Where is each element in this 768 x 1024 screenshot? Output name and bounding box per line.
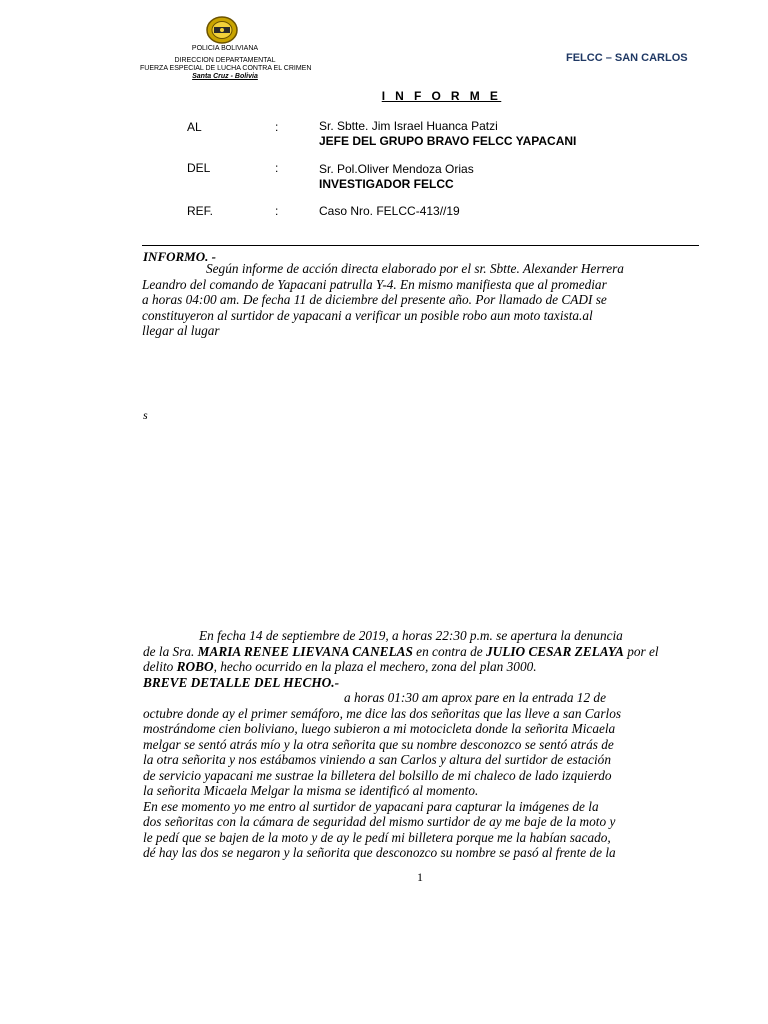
- breve-line: melgar se sentó atrás mío y la otra señorita que su nombre desconozco se sentó atrás de: [143, 736, 614, 752]
- denuncia-text: por el: [623, 643, 659, 659]
- denuncia-text: en contra de: [412, 643, 486, 659]
- institution-name: POLICIA BOLIVIANA: [191, 45, 259, 52]
- informo-line: Según informe de acción directa elaborado por el sr. Sbtte. Alexander Herrera: [206, 261, 624, 276]
- denuncia-paragraph: [143, 628, 700, 861]
- field-al-separator: :: [275, 120, 279, 134]
- breve-heading: BREVE DETALLE DEL HECHO.-: [143, 674, 340, 690]
- accused-name: JULIO CESAR ZELAYA: [485, 643, 624, 659]
- denuncia-text: de la Sra.: [143, 643, 198, 659]
- crime-type: ROBO: [176, 659, 214, 674]
- stray-character: s: [143, 408, 148, 422]
- unit-name: FUERZA ESPECIAL DE LUCHA CONTRA EL CRIMEN: [140, 65, 312, 72]
- breve-line: En ese momento yo me entro al surtidor de yapacani para capturar la imágenes de la: [143, 798, 599, 814]
- breve-line: le pedí que se bajen de la moto y de ay le pedí mi billetera porque me la habían sacado,: [143, 829, 611, 845]
- breve-line: dé hay las dos se negaron y la señorita que desconozco su nombre se pasó al frente de la: [143, 845, 616, 860]
- informo-line: a horas 04:00 am. De fecha 11 de diciembre del presente año. Por llamado de CADI se: [142, 292, 607, 307]
- police-emblem-icon: [204, 14, 240, 46]
- location-text: Santa Cruz - Bolivia: [192, 73, 258, 80]
- denuncia-line-2: [143, 644, 700, 660]
- office-label: FELCC – SAN CARLOS: [566, 52, 688, 64]
- field-al-label: AL: [187, 120, 202, 134]
- informo-line: constituyeron al surtidor de yapacani a verificar un posible robo aun moto taxista.al: [142, 307, 593, 323]
- field-ref-label: REF.: [187, 204, 214, 218]
- department-name: DIRECCION DEPARTAMENTAL: [174, 57, 276, 64]
- breve-line: de servicio yapacani me sustrae la billetera del bolsillo de mi chaleco de lado izquierdo: [143, 767, 612, 783]
- breve-line: mostrándome cien boliviano, luego subieron a mi motocicleta donde la señorita Micaela: [143, 721, 616, 736]
- field-ref-value: Caso Nro. FELCC-413//19: [319, 204, 460, 218]
- denuncia-line-1: [143, 628, 700, 644]
- field-del-separator: :: [275, 161, 279, 175]
- denuncia-text: delito: [143, 659, 177, 674]
- informo-line: llegar al lugar: [142, 323, 220, 338]
- breve-line: dos señoritas con la cámara de seguridad del mismo surtidor de ay me baje de la moto y: [143, 814, 616, 829]
- denuncia-text: , hecho ocurrido en la plaza el mechero, zona del plan 3000.: [213, 659, 537, 674]
- field-ref-separator: :: [275, 204, 279, 218]
- field-del-label: DEL: [187, 161, 211, 175]
- horizontal-rule: [142, 245, 699, 246]
- field-al-name: Sr. Sbtte. Jim Israel Huanca Patzi: [319, 119, 498, 133]
- denuncia-text: En fecha 14 de septiembre de 2019, a horas 22:30 p.m. se apertura la denuncia: [199, 628, 623, 643]
- field-al-position: JEFE DEL GRUPO BRAVO FELCC YAPACANI: [319, 134, 577, 148]
- field-del-name: Sr. Pol.Oliver Mendoza Orias: [319, 162, 474, 176]
- denuncia-line-3: [143, 659, 700, 675]
- informo-heading: INFORMO. -: [143, 249, 216, 264]
- breve-line: la señorita Micaela Melgar la misma se identificó al momento.: [143, 783, 479, 798]
- document-title: I N F O R M E: [381, 89, 502, 103]
- page-number: 1: [417, 870, 423, 884]
- field-del-position: INVESTIGADOR FELCC: [319, 177, 454, 191]
- informo-paragraph: [142, 261, 699, 339]
- breve-line: la otra señorita y nos estábamos viniendo a san Carlos y altura del surtidor de estación: [143, 752, 611, 767]
- breve-line: octubre donde ay el primer semáforo, me dice las dos señoritas que las lleve a san Carlos: [143, 705, 622, 721]
- breve-line: a horas 01:30 am aprox pare en la entrada 12 de: [344, 690, 606, 705]
- complainant-name: MARIA RENEE LIEVANA CANELAS: [197, 643, 413, 659]
- informo-line: Leandro del comando de Yapacani patrulla Y-4. En mismo manifiesta que al promediar: [142, 276, 607, 292]
